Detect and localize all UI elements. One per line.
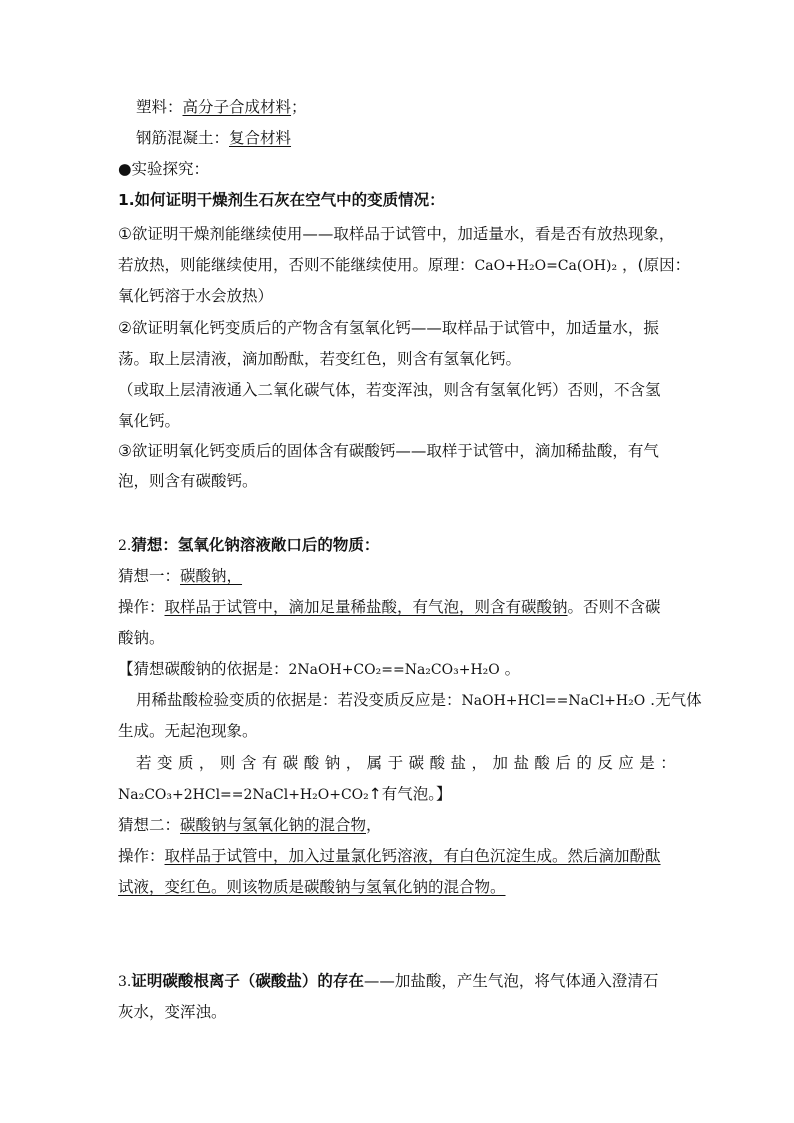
para-3-line: ③欲证明氧化钙变质后的固体含有碳酸钙——取样于试管中，滴加稀盐酸，有气	[118, 442, 659, 460]
para-2-line: 荡。取上层清液，滴加酚酞，若变红色，则含有氢氧化钙。	[118, 350, 522, 368]
text: 用稀盐酸检验变质的依据是：若没变质反应是：	[136, 691, 462, 709]
char: 加	[492, 754, 508, 772]
operation-2-cont: 试液，变红色。则该物质是碳酸钠与氢氧化钠的混合物。	[118, 878, 506, 896]
char: 则	[219, 754, 236, 772]
equation-cao: CaO+H₂O=Ca(OH)₂	[474, 258, 618, 274]
operation-2	[118, 846, 661, 866]
char: 应	[618, 754, 634, 772]
operation-1	[118, 597, 661, 617]
heading-2	[118, 535, 379, 556]
char: 后	[555, 754, 571, 772]
char: 盐	[450, 754, 467, 772]
label: 操作：	[118, 598, 165, 616]
answer: 碳酸钠，	[180, 567, 243, 585]
basis-hcl-line	[136, 690, 702, 711]
label: 猜想一：	[118, 567, 181, 585]
text: ，(原因：	[617, 256, 691, 274]
guess-1	[118, 566, 242, 586]
para-2-line: ②欲证明氧化钙变质后的产物含有氢氧化钙——取样品于试管中，加适量水，振	[118, 319, 659, 337]
answer-plastic: 高分子合成材料	[182, 98, 292, 116]
text: ，	[366, 816, 382, 834]
heading-1: 1.如何证明干燥剂生石灰在空气中的变质情况：	[118, 191, 445, 209]
section-experiment: ●实验探究：	[118, 160, 210, 178]
text: .无气体	[645, 691, 702, 709]
para-1-line: 氧化钙溶于水会放热）	[118, 287, 274, 305]
char: 酸	[429, 754, 446, 772]
answer: 碳酸钠与氢氧化钠的混合物	[180, 816, 367, 834]
char: 的	[576, 754, 592, 772]
char: 含	[240, 754, 257, 772]
label: 猜想二：	[118, 816, 181, 834]
char: 碳	[282, 754, 299, 772]
guess-2	[118, 815, 382, 835]
char: 盐	[513, 754, 529, 772]
para-2-line: （或取上层清液通入二氧化碳气体，若变浑浊，则含有氢氧化钙）否则，不含氢	[118, 381, 661, 399]
text: 。否则不含碳	[567, 598, 661, 616]
char: 酸	[303, 754, 320, 772]
text: 【猜想碳酸钠的依据是：	[118, 660, 289, 678]
answer: 取样品于试管中，滴加足量稀盐酸，有气泡，则含有碳酸钠	[164, 598, 568, 616]
char: 属	[366, 754, 383, 772]
char: 有	[261, 754, 278, 772]
char: 反	[597, 754, 613, 772]
heading-text: 猜想：氢氧化钠溶液敞口后的物质：	[131, 536, 380, 554]
text: ——加盐酸，产生气泡，将气体通入澄清石	[363, 972, 659, 990]
char: 是	[639, 754, 655, 772]
heading-3-cont: 灰水，变浑浊。	[118, 1003, 227, 1021]
char: ，	[345, 754, 362, 772]
char: 质	[177, 754, 194, 772]
char: 变	[156, 754, 173, 772]
char: 碳	[408, 754, 425, 772]
text: 。	[499, 660, 521, 678]
answer-concrete: 复合材料	[229, 129, 292, 147]
para-3-line: 泡，则含有碳酸钙。	[118, 472, 258, 490]
heading-text: 证明碳酸根离子（碳酸盐）的存在	[131, 972, 364, 990]
text: ↑有气泡。】	[368, 785, 452, 803]
para-1-line	[118, 255, 690, 276]
char: 若	[136, 754, 152, 772]
char: ：	[660, 754, 676, 772]
equation-naoh-co2: 2NaOH+CO₂==Na₂CO₃+H₂O	[288, 662, 500, 678]
equation-na2co3-hcl: Na₂CO₃+2HCl==2NaCl+H₂O+CO₂	[118, 787, 369, 803]
label: 操作：	[118, 847, 165, 865]
answer: 取样品于试管中，加入过量氯化钙溶液，有白色沉淀生成。然后滴加酚酞	[164, 847, 661, 865]
line-concrete	[136, 128, 291, 148]
char: 于	[387, 754, 404, 772]
text: 若放热，则能继续使用，否则不能继续使用。原理：	[118, 256, 475, 274]
label-plastic: 塑料：	[136, 98, 183, 116]
heading-number: 2.	[118, 538, 132, 554]
char: 酸	[534, 754, 550, 772]
char: ，	[471, 754, 488, 772]
para-1-line: ①欲证明干燥剂能继续使用——取样品于试管中，加适量水，看是否有放热现象，	[118, 225, 675, 243]
operation-1-cont: 酸钠。	[118, 629, 165, 647]
heading-3	[118, 971, 658, 992]
basis-hcl-cont: 生成。无起泡现象。	[118, 722, 258, 740]
label-concrete: 钢筋混凝土：	[136, 129, 230, 147]
para-2-line: 氧化钙。	[118, 412, 181, 430]
line-plastic	[136, 97, 307, 117]
heading-number: 3.	[118, 974, 132, 990]
equation-naoh-hcl: NaOH+HCl==NaCl+H₂O	[461, 693, 646, 709]
char: 钠	[324, 754, 341, 772]
char: ，	[198, 754, 215, 772]
punct: ；	[291, 98, 307, 116]
basis-line	[118, 659, 520, 680]
equation-line	[118, 784, 452, 805]
justified-line	[136, 753, 676, 773]
